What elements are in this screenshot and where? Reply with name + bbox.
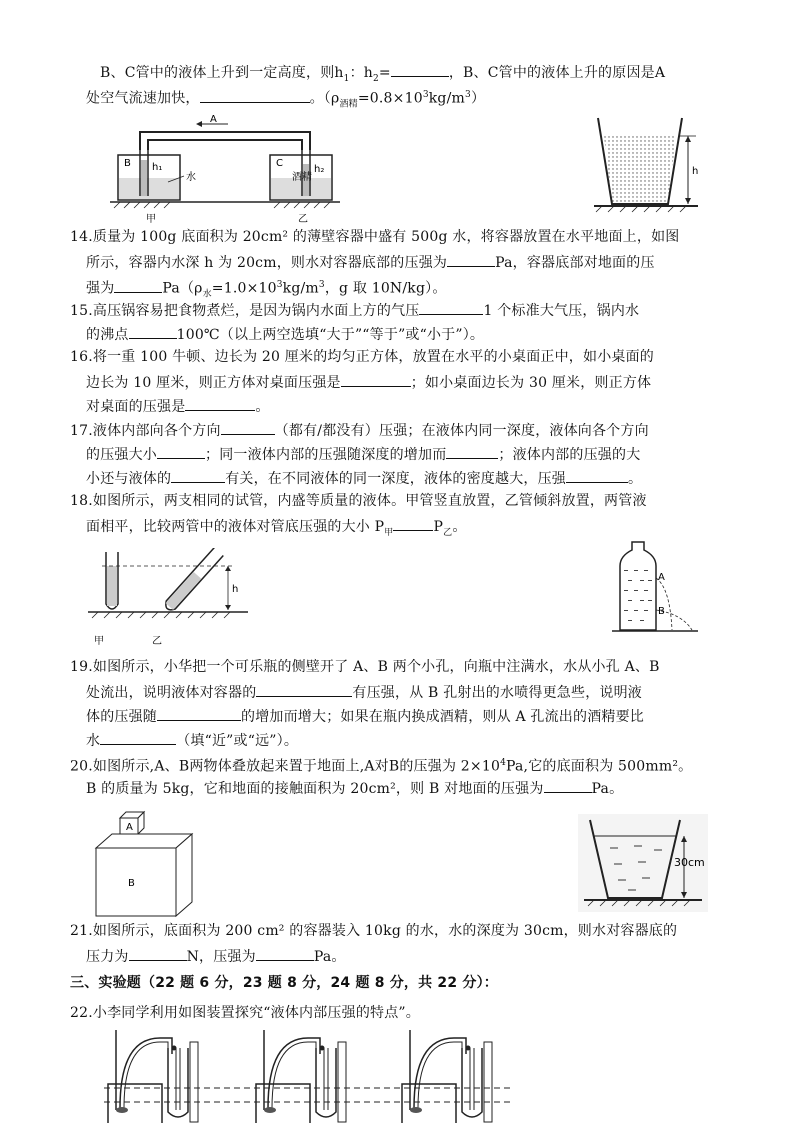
q21-line-2: 压力为 N，压强为 Pa。 <box>86 946 346 966</box>
fig-label-jia: 甲 <box>94 636 104 647</box>
figure-stacked-blocks <box>92 808 202 920</box>
fig-label-h2: h₂ <box>314 164 325 175</box>
fig-label-b: B <box>124 158 131 169</box>
fig-label-h: h <box>692 166 699 177</box>
answer-blank[interactable] <box>256 946 314 961</box>
figure-bottle-holes <box>612 538 698 638</box>
answer-blank[interactable] <box>114 278 162 293</box>
answer-blank[interactable] <box>544 778 592 793</box>
answer-blank[interactable] <box>129 946 187 961</box>
section-title: 三、实验题（22 题 6 分，23 题 8 分，24 题 8 分，共 22 分）： <box>70 975 498 991</box>
fig-label-h: h <box>232 584 239 595</box>
q21-line-1: 21.如图所示，底面积为 200 cm² 的容器装入 10kg 的水，水的深度为 30cm，则水对容器底的 <box>70 923 678 939</box>
fig-label-b: B <box>128 878 135 889</box>
fig-label-yi: 乙 <box>298 214 308 225</box>
q19-line-1: 19.如图所示，小华把一个可乐瓶的侧壁开了 A、B 两个小孔，向瓶中注满水，水从小孔 A、B <box>70 659 660 675</box>
fig-label-alcohol: 酒精 <box>292 172 312 183</box>
q22-line-1: 22.小李同学利用如图装置探究“液体内部压强的特点”。 <box>70 1005 420 1021</box>
fig-label-depth: 30cm <box>674 856 705 869</box>
answer-blank[interactable] <box>157 706 241 721</box>
q16-line-2: 边长为 10 厘米，则正方体对桌面压强是 ；如小桌面边长为 30 厘米，则正方体 <box>86 372 651 392</box>
figure-manometers <box>104 1028 514 1123</box>
fig-label-yi: 乙 <box>152 636 162 647</box>
fig-label-jia: 甲 <box>146 214 156 225</box>
q16-line-1: 16.将一重 100 牛顿、边长为 20 厘米的均匀正方体，放置在水平的小桌面正中，如小桌面的 <box>70 349 654 365</box>
q20-line-1: 20.如图所示,A、B两物体叠放起来置于地面上,A对B的压强为 $2\times 10^4Pa$,它的底面积为 500mm²。 <box>70 758 693 775</box>
answer-blank[interactable] <box>171 468 225 483</box>
q14-line-1: 14.质量为 100g 底面积为 20cm² 的薄壁容器中盛有 500g 水，将容器放置在水平地面上，如图 <box>70 229 680 245</box>
q17-line-1: 17.液体内部向各个方向 （都有/都没有）压强；在液体内同一深度，液体向各个方向 <box>70 420 649 440</box>
q18-line-2: 面相平，比较两管中的液体对管底压强的大小 $P_甲$ $P_乙$。 <box>86 516 467 542</box>
answer-blank[interactable] <box>447 252 495 267</box>
q15-line-2: 的沸点 100℃（以上两空选填“大于”“等于”或“小于”）。 <box>86 324 484 344</box>
q17-line-3: 小还与液体的 有关，在不同液体的同一深度，液体的密度越大，压强 。 <box>86 468 642 488</box>
q15-line-1: 15.高压锅容易把食物煮烂，是因为锅内水面上方的气压 1 个标准大气压，锅内水 <box>70 300 639 320</box>
bottle-hole-b: B <box>658 606 665 617</box>
answer-blank[interactable] <box>419 300 483 315</box>
q17-line-2: 的压强大小 ；同一液体内部的压强随深度的增加而 ；液体内部的压强的大 <box>86 444 640 464</box>
fig-label-a: A <box>126 822 133 833</box>
answer-blank[interactable] <box>157 444 205 459</box>
answer-blank[interactable] <box>221 420 275 435</box>
q14-line-2: 所示，容器内水深 h 为 20cm，则水对容器底部的压强为 Pa，容器底部对地面的压 <box>86 252 655 272</box>
fig-label-water: 水 <box>186 172 196 183</box>
q16-line-3: 对桌面的压强是 。 <box>86 396 270 416</box>
q19-line-3: 体的压强随 的增加而增大；如果在瓶内换成酒精，则从 A 孔流出的酒精要比 <box>86 706 644 726</box>
figure-test-tubes <box>88 548 258 648</box>
answer-blank[interactable] <box>129 324 177 339</box>
answer-blank[interactable] <box>200 88 310 103</box>
q14-line-3: 强为 $Pa(\rho_水=1.0\times 10^3kg/m^3$，g 取 10N/kg）。 <box>86 276 447 303</box>
q19-line-4: 水 （填“近”或“远”）。 <box>86 730 298 750</box>
answer-blank[interactable] <box>446 444 498 459</box>
fig-label-a: A <box>210 114 217 125</box>
answer-blank[interactable] <box>393 516 433 531</box>
answer-blank[interactable] <box>256 682 352 697</box>
q20-line-2: B 的质量为 5kg，它和地面的接触面积为 20cm²，则 B 对地面的压强为 Pa。 <box>86 778 623 798</box>
answer-blank[interactable] <box>185 396 255 411</box>
q13-line-2: 处空气流速加快， 。$(\rho_{酒精}=0.8\times 10^3kg/m^3)$ <box>86 86 485 113</box>
bottle-hole-a: A <box>658 572 665 583</box>
fig-label-c: C <box>276 158 283 169</box>
q19-line-2: 处流出，说明液体对容器的 有压强，从 B 孔射出的水喷得更急些，说明液 <box>86 682 642 702</box>
q18-line-1: 18.如图所示，两支相同的试管，内盛等质量的液体。甲管竖直放置，乙管倾斜放置，两管液 <box>70 493 647 509</box>
q13-line-1: B、C管中的液体上升到一定高度，则$h_1$：$h_2=$ ，B、C管中的液体上升的原因是A <box>100 62 665 88</box>
fig-label-h1: h₁ <box>152 162 163 173</box>
answer-blank[interactable] <box>100 730 176 745</box>
figure-container-30cm <box>578 814 708 912</box>
answer-blank[interactable] <box>341 372 411 387</box>
figure-container-h <box>588 112 708 216</box>
figure-venturi-tubes <box>110 110 340 230</box>
answer-blank[interactable] <box>566 468 628 483</box>
answer-blank[interactable] <box>391 62 449 77</box>
